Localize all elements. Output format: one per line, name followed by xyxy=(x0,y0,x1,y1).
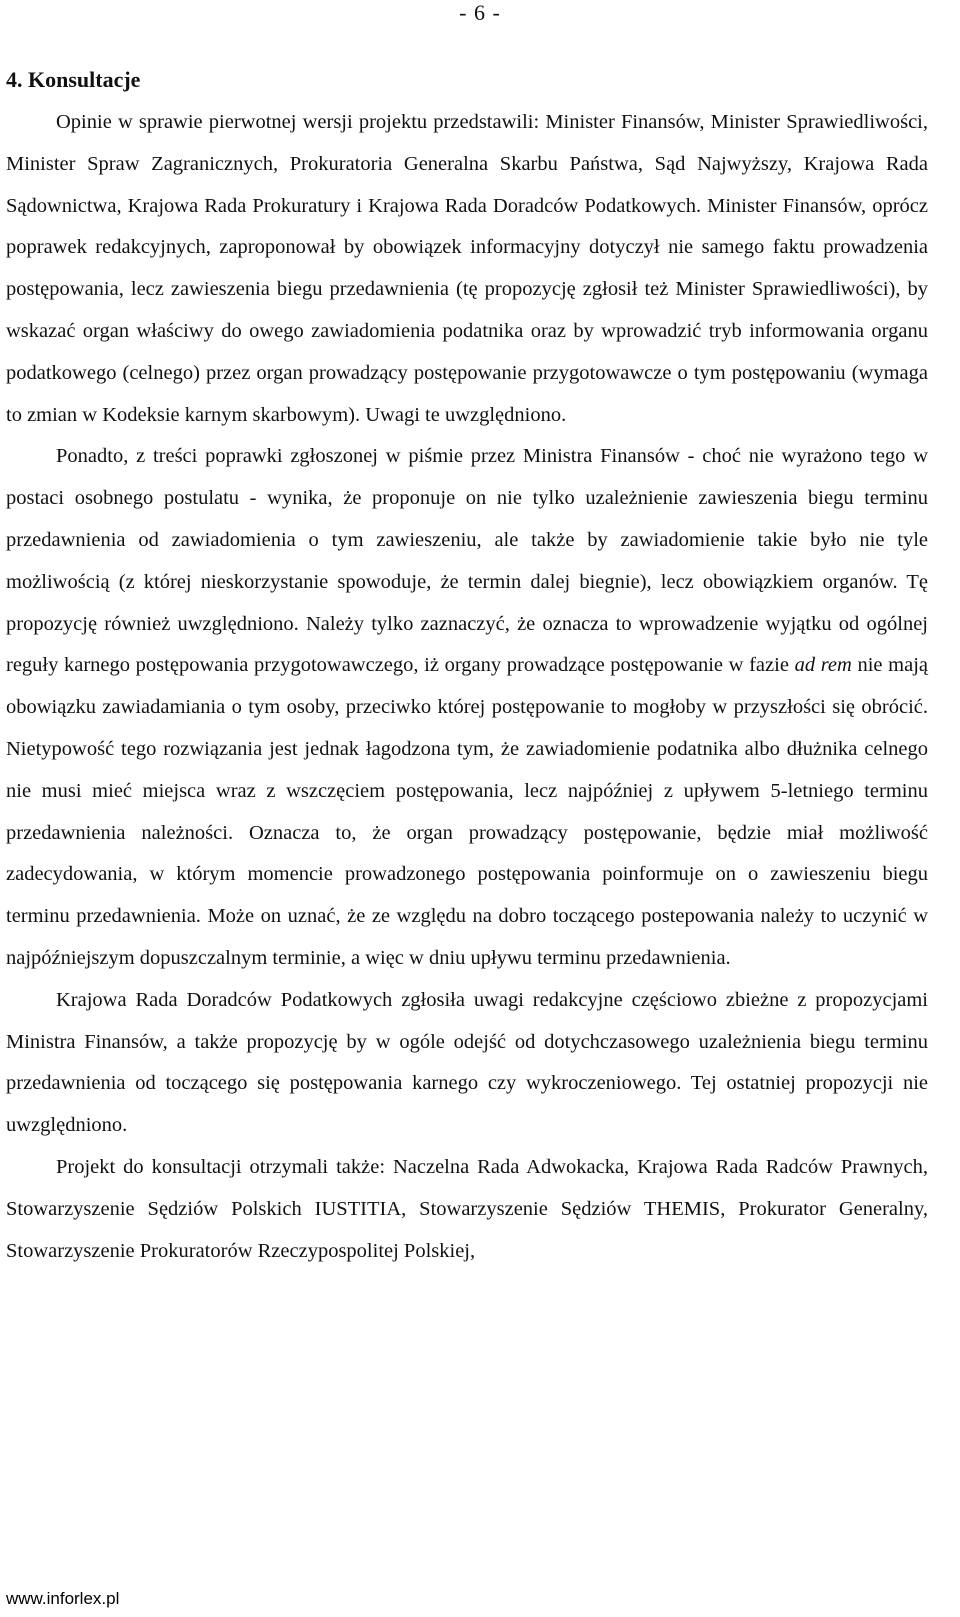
paragraph-text-before-italic: Ponadto, z treści poprawki zgłoszonej w piśmie przez Ministra Finansów - choć nie wyrażono tego w postaci osobnego postulatu - wynika, że proponuje on nie tylko uzależnienie zawieszenia biegu terminu przedawnienia od zawiadomienia o tym zawieszeniu, ale także by zawiadomienie takie było nie tyle możliwością (z której nieskorzystanie spowoduje, że termin dalej biegnie), lecz obowiązkiem organów. Tę propozycję również uwzględniono. Należy tylko zaznaczyć, że oznacza to wprowadzenie wyjątku od ogólnej reguły karnego postępowania przygotowawczego, iż organy prowadzące postępowanie w fazie xyxy=(6,445,928,677)
paragraph-other-recipients: Projekt do konsultacji otrzymali także: Naczelna Rada Adwokacka, Krajowa Rada Radców Prawnych, Stowarzyszenie Sędziów Polskich IUSTITIA, Stowarzyszenie Sędziów THEMIS, Prokurator Generalny, Stowarzyszenie Prokuratorów Rzeczypospolitej Polskiej, xyxy=(6,1155,928,1262)
page-number: - 6 - xyxy=(459,0,501,25)
paragraph-text-after-italic: nie mają obowiązku zawiadamiania o tym osoby, przeciwko której postępowanie to mogłoby w przyszłości się obrócić. Nietypowość tego rozwiązania jest jednak łagodzona tym, że zawiadomienie podatnika albo dłużnika celnego nie musi mieć miejsca wraz z wszczęciem postępowania, lecz najpóźniej z upływem 5-letniego terminu przedawnienia należności. Oznacza to, że organ prowadzący postępowanie, będzie miał możliwość zadecydowania, w którym momencie prowadzonego postępowania poinformuje on o zawieszeniu biegu terminu przedawnienia. Może on uznać, że ze względu na dobro toczącego postepowania należy to uczynić w najpóźniejszym dopuszczalnym terminie, a więc w dniu upływu terminu przedawnienia. xyxy=(6,654,929,969)
footer-website-link[interactable]: www.inforlex.pl xyxy=(6,1589,120,1608)
paragraph-tax-advisors-council: Krajowa Rada Doradców Podatkowych zgłosiła uwagi redakcyjne częściowo zbieżne z propozycjami Ministra Finansów, a także propozycję by w ogóle odejść od dotychczasowego uzależnienia biegu terminu przedawnienia od toczącego się postępowania karnego czy wykroczeniowego. Tej ostatniej propozycji nie uwzględniono. xyxy=(6,988,928,1137)
document-body xyxy=(6,102,928,1272)
paragraph-consultation-opinions: Opinie w sprawie pierwotnej wersji projektu przedstawili: Minister Finansów, Minister Sprawiedliwości, Minister Spraw Zagranicznych, Prokuratoria Generalna Skarbu Państwa, Sąd Najwyższy, Krajowa Rada Sądownictwa, Krajowa Rada Prokuratury i Krajowa Rada Doradców Podatkowych. Minister Finansów, oprócz poprawek redakcyjnych, zaproponował by obowiązek informacyjny dotyczył nie samego faktu prowadzenia postępowania, lecz zawieszenia biegu przedawnienia (tę propozycję zgłosił też Minister Sprawiedliwości), by wskazać organ właściwy do owego zawiadomienia podatnika oraz by wprowadzić tryb informowania organu podatkowego (celnego) przez organ prowadzący postępowanie przygotowawcze o tym postępowaniu (wymaga to zmian w Kodeksie karnym skarbowym). Uwagi te uwzględniono. xyxy=(6,111,928,426)
paragraph-finance-minister-amendment xyxy=(6,436,928,979)
italic-phrase-ad-rem: ad rem xyxy=(794,654,852,677)
section-heading: 4. Konsultacje xyxy=(6,67,141,92)
